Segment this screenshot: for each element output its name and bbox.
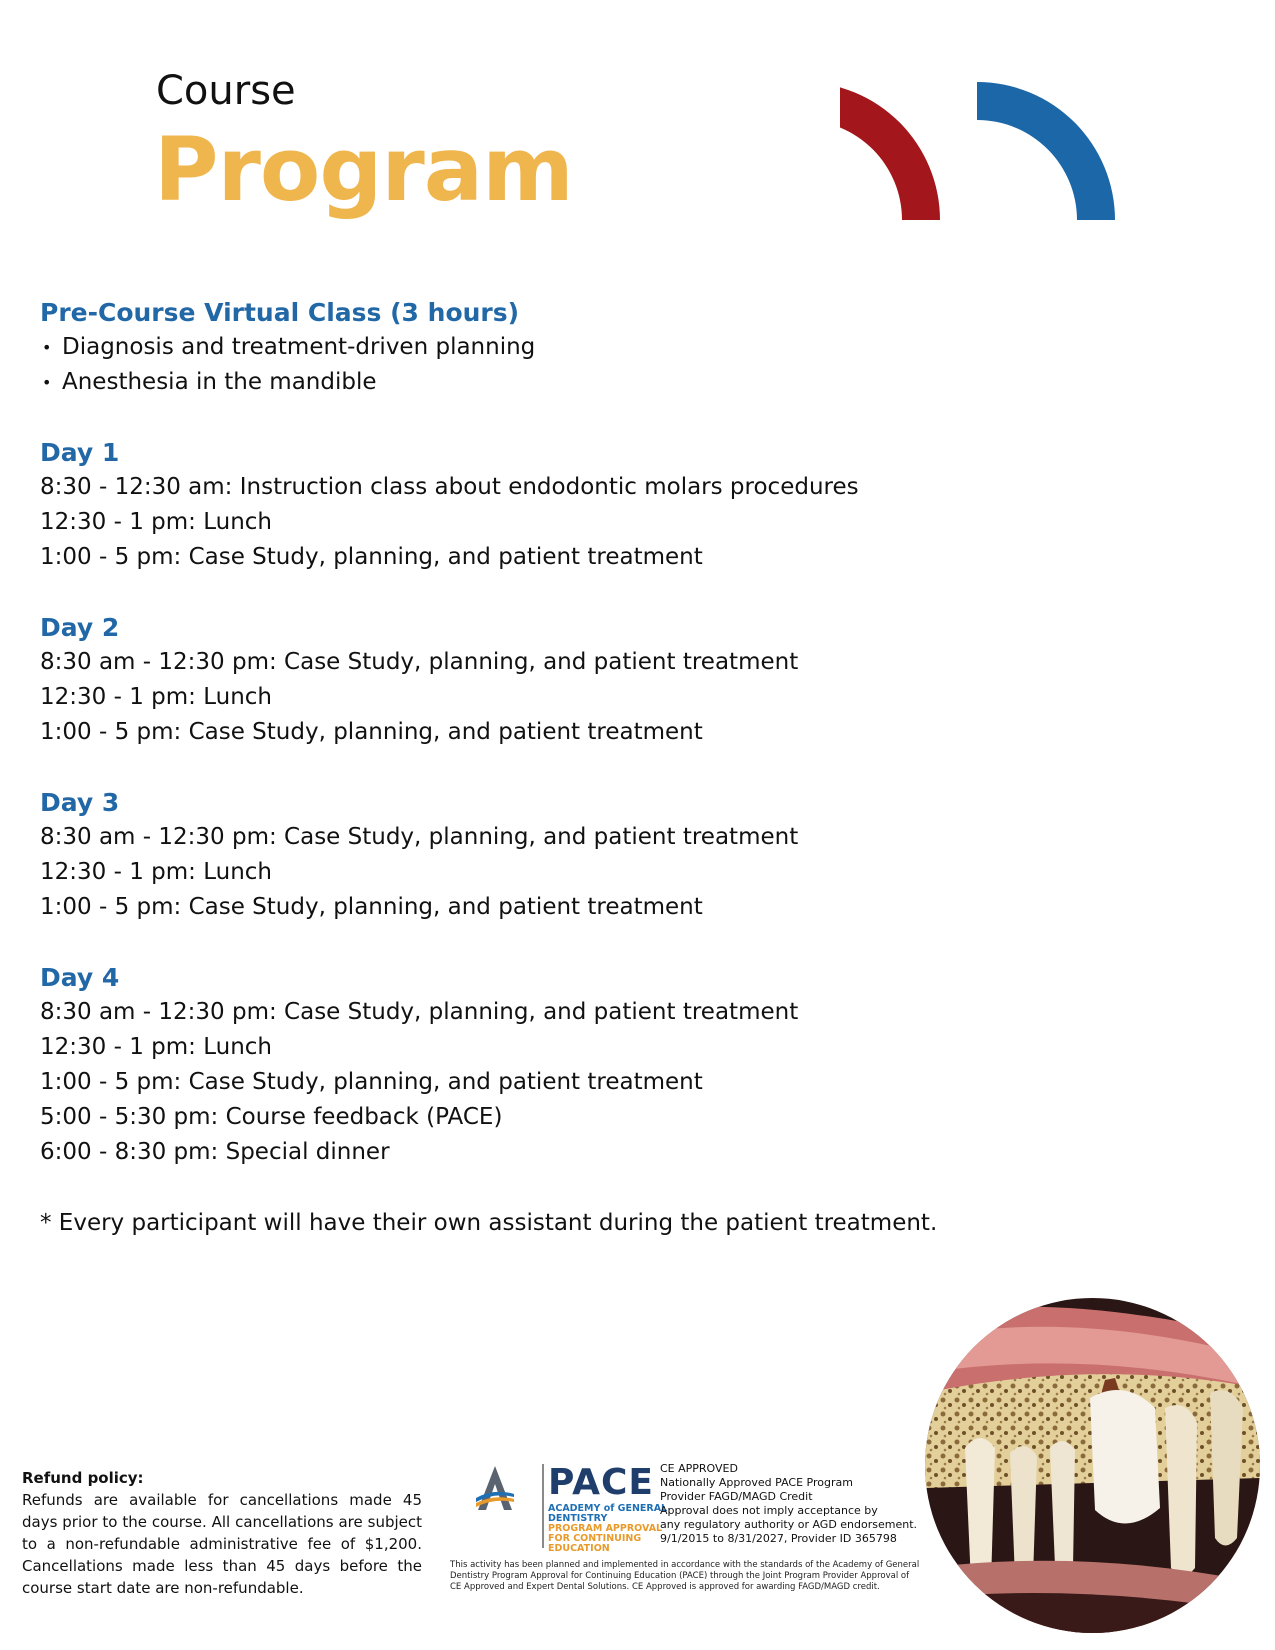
- day-2-section: [40, 611, 1220, 750]
- pace-academy-label: ACADEMY of GENERAL DENTISTRY: [548, 1503, 668, 1524]
- schedule-line: 12:30 - 1 pm: Lunch: [40, 859, 272, 885]
- precourse-title: Pre-Course Virtual Class (3 hours): [40, 298, 520, 327]
- teeth-bone-image: [925, 1298, 1260, 1633]
- schedule-line: 8:30 - 12:30 am: Instruction class about endodontic molars procedures: [40, 474, 859, 500]
- schedule-line: 1:00 - 5 pm: Case Study, planning, and patient treatment: [40, 894, 703, 920]
- schedule-line: 1:00 - 5 pm: Case Study, planning, and patient treatment: [40, 719, 703, 745]
- day-1-section: [40, 436, 1220, 575]
- refund-policy: [22, 1467, 422, 1599]
- pace-approval: [448, 1462, 928, 1612]
- ce-line: Provider FAGD/MAGD Credit: [660, 1490, 813, 1503]
- ce-line: Approval does not imply acceptance by: [660, 1504, 878, 1517]
- agd-logo-icon: [476, 1464, 514, 1512]
- arc-blue: [977, 82, 1115, 220]
- ce-line: 9/1/2015 to 8/31/2027, Provider ID 365798: [660, 1532, 897, 1545]
- ce-line: any regulatory authority or AGD endorsement.: [660, 1518, 918, 1531]
- day-4-section: [40, 961, 1220, 1170]
- day-2-title: Day 2: [40, 613, 120, 642]
- day-3-section: [40, 786, 1220, 925]
- day-1-title: Day 1: [40, 438, 120, 467]
- schedule-line: 8:30 am - 12:30 pm: Case Study, planning, and patient treatment: [40, 649, 799, 675]
- schedule-line: 1:00 - 5 pm: Case Study, planning, and patient treatment: [40, 1069, 703, 1095]
- arc-red: [840, 82, 940, 220]
- ce-approved-text: [660, 1462, 940, 1546]
- pace-divider: [542, 1464, 544, 1548]
- ce-line: CE APPROVED: [660, 1462, 738, 1475]
- day-4-title: Day 4: [40, 963, 120, 992]
- schedule-line: 6:00 - 8:30 pm: Special dinner: [40, 1139, 390, 1165]
- schedule-line: 8:30 am - 12:30 pm: Case Study, planning, and patient treatment: [40, 999, 799, 1025]
- schedule-line: 1:00 - 5 pm: Case Study, planning, and patient treatment: [40, 544, 703, 570]
- pace-program-label: PROGRAM APPROVAL FOR CONTINUING EDUCATION: [548, 1523, 663, 1554]
- schedule-line: 8:30 am - 12:30 pm: Case Study, planning, and patient treatment: [40, 824, 799, 850]
- refund-policy-text: Refunds are available for cancellations made 45 days prior to the course. All cancellations are subject to a non-refundable administrative fee of $1,200. Cancellations made less than 45 days before the course start date are non-refundable.: [22, 1491, 422, 1597]
- assistant-note: * Every participant will have their own assistant during the patient treatment.: [40, 1210, 938, 1236]
- ce-line: Nationally Approved PACE Program: [660, 1476, 853, 1489]
- precourse-list: [40, 330, 1220, 400]
- schedule-line: 5:00 - 5:30 pm: Course feedback (PACE): [40, 1104, 503, 1130]
- dental-photo: [925, 1298, 1260, 1633]
- precourse-item: • Anesthesia in the mandible: [42, 369, 377, 395]
- day-3-title: Day 3: [40, 788, 120, 817]
- program-content: [40, 296, 1220, 1241]
- decorative-arcs: [840, 82, 1130, 222]
- schedule-line: 12:30 - 1 pm: Lunch: [40, 684, 272, 710]
- title-program: Program: [154, 118, 573, 221]
- schedule-line: 12:30 - 1 pm: Lunch: [40, 1034, 272, 1060]
- pace-wordmark: PACE: [548, 1462, 654, 1503]
- pace-fine-print: This activity has been planned and implemented in accordance with the standards of the Academy of General Dentistry Program Approval for Continuing Education (PACE) through the Joint Program Provider Approval of CE Approved and Expert Dental Solutions. CE Approved is approved for awarding FAGD/MAGD credit.: [450, 1560, 920, 1592]
- precourse-section: [40, 296, 1220, 400]
- refund-policy-title: Refund policy:: [22, 1469, 144, 1487]
- schedule-line: 12:30 - 1 pm: Lunch: [40, 509, 272, 535]
- title-course: Course: [156, 68, 296, 114]
- precourse-item: • Diagnosis and treatment-driven planning: [42, 334, 536, 360]
